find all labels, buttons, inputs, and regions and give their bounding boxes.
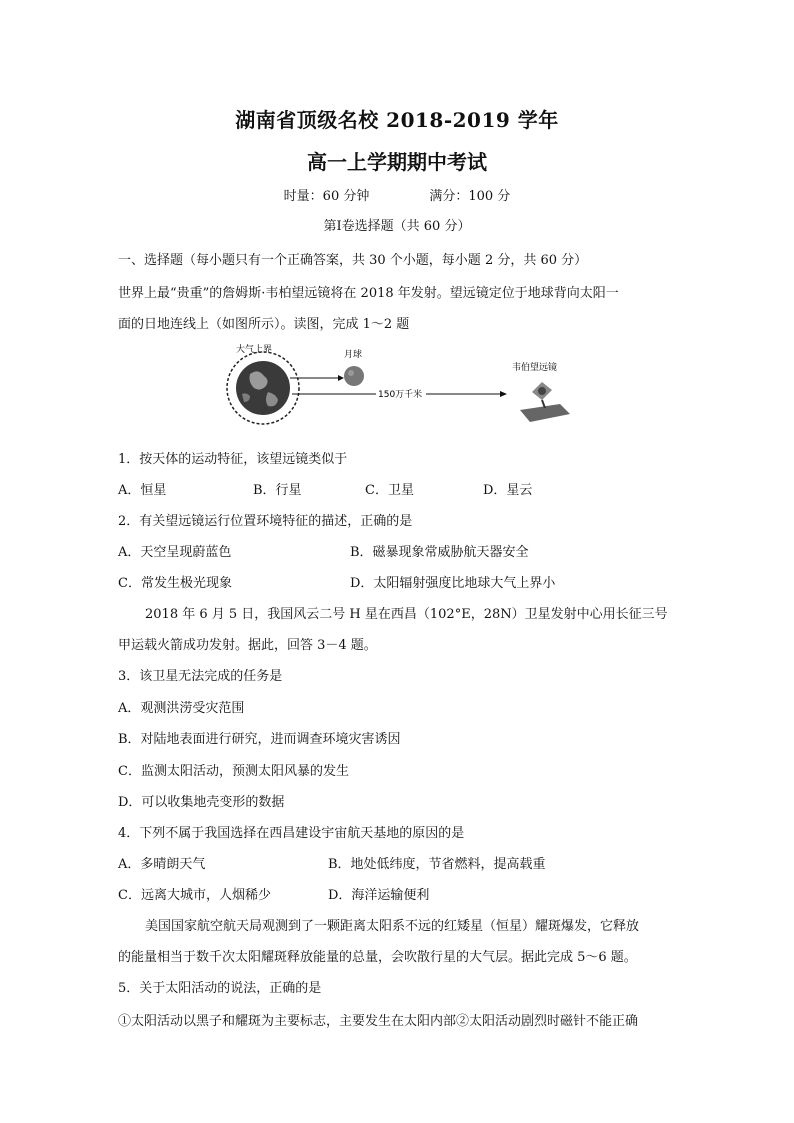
full-score: 满分：100 分 [429,189,511,204]
passage2-line1: 2018 年 6 月 5 日，我国风云二号 H 星在西昌（102°E，28N）卫星发射中心用长征三号 [145,607,668,622]
time-limit: 时量：60 分钟 [283,189,370,204]
q2-option-b: B．磁暴现象常威胁航天器安全 [350,545,529,560]
q3-option-d: D．可以收集地壳变形的数据 [118,795,285,810]
q3-option-a: A．观测洪涝受灾范围 [118,701,245,716]
atmosphere-label: 大气上界 [236,345,273,355]
moon-icon [344,366,364,386]
q4-option-d: D．海洋运输便利 [328,888,430,903]
passage1-line2: 面的日地连线上（如图所示）。读图，完成 1～2 题 [118,317,410,332]
telescope-label: 韦伯望远镜 [512,363,558,373]
exam-subtitle: 高一上学期期中考试 [307,150,487,174]
telescope-icon [520,382,570,422]
q1-option-d: D．星云 [483,483,533,498]
exam-title: 湖南省顶级名校 2018-2019 学年 [235,108,559,132]
q4-stem: 4．下列不属于我国选择在西昌建设宇宙航天基地的原因的是 [118,826,465,841]
q2-stem: 2．有关望远镜运行位置环境特征的描述，正确的是 [118,514,413,529]
q4-option-b: B．地处低纬度，节省燃料，提高载重 [328,857,546,872]
distance-label: 150万千米 [378,390,423,400]
q2-option-d: D．太阳辐射强度比地球大气上界小 [350,576,556,591]
passage2-line2: 甲运载火箭成功发射。据此，回答 3－4 题。 [118,638,377,653]
q3-stem: 3．该卫星无法完成的任务是 [118,669,283,684]
q5-stem: 5．关于太阳活动的说法，正确的是 [118,981,322,996]
q1-option-c: C．卫星 [365,483,414,498]
passage1-line1: 世界上最“贵重”的詹姆斯·韦柏望远镜将在 2018 年发射。望远镜定位于地球背向太阳一 [118,286,619,301]
q3-option-b: B．对陆地表面进行研究，进而调查环境灾害诱因 [118,732,401,747]
exam-meta [0,185,794,204]
instructions: 一、选择题（每小题只有一个正确答案，共 30 个小题，每小题 2 分，共 60 分） [118,253,588,268]
q1-stem: 1．按天体的运动特征，该望远镜类似于 [118,452,348,467]
earth-moon-telescope-diagram [220,342,580,428]
q5-statement-line: ①太阳活动以黑子和耀斑为主要标志，主要发生在太阳内部②太阳活动剧烈时磁针不能正确 [118,1014,639,1029]
passage3-line1: 美国国家航空航天局观测到了一颗距离太阳系不远的红矮星（恒星）耀斑爆发，它释放 [145,919,640,934]
q2-option-c: C．常发生极光现象 [118,576,232,591]
q1-option-a: A．恒星 [118,483,167,498]
q2-option-a: A．天空呈现蔚蓝色 [118,545,232,560]
passage3-line2: 的能量相当于数千次太阳耀斑释放能量的总量，会吹散行星的大气层。据此完成 5～6 题。 [118,950,637,965]
q1-option-b: B．行星 [253,483,302,498]
q3-option-c: C．监测太阳活动，预测太阳风暴的发生 [118,764,349,779]
q4-option-a: A．多晴朗天气 [118,857,206,872]
q4-option-c: C．远离大城市，人烟稀少 [118,888,271,903]
moon-label: 月球 [344,350,363,360]
section-heading: 第Ⅰ卷选择题（共 60 分） [323,219,471,234]
